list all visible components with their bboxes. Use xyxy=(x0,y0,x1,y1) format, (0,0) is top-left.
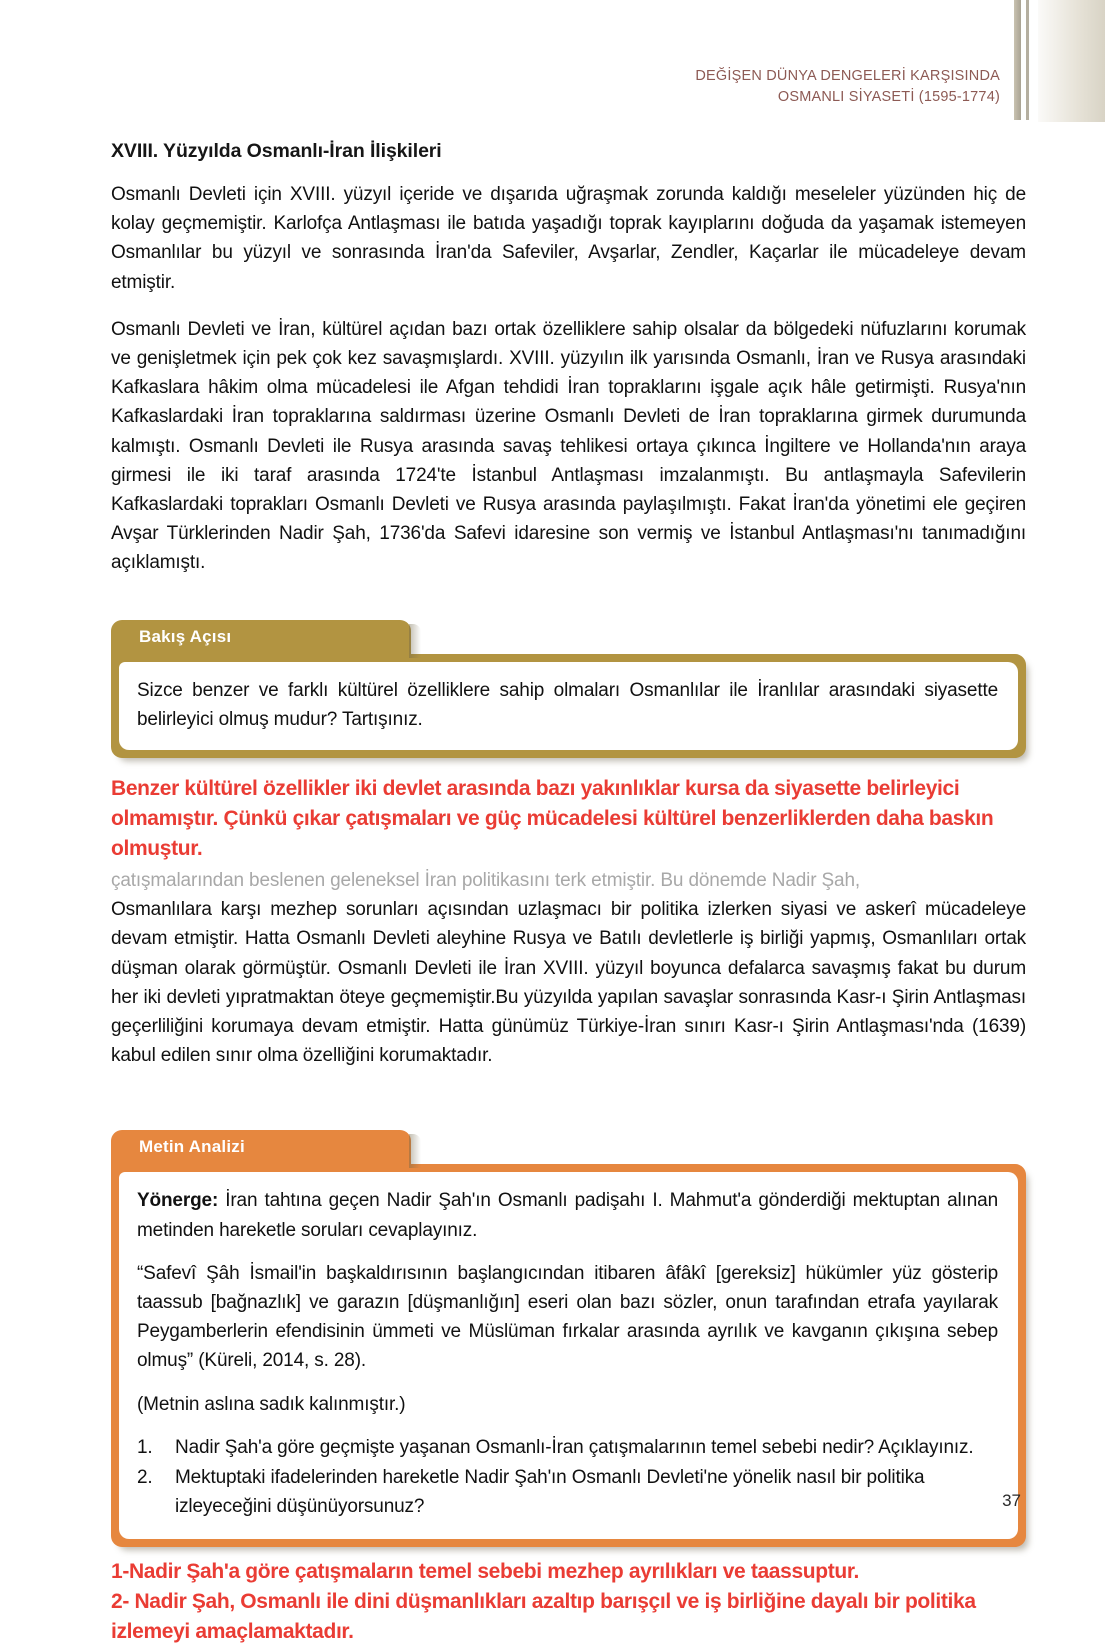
student-answer-1: Benzer kültürel özellikler iki devlet arasında bazı yakınlıklar kursa da siyasette belirleyici olmamıştır. Çünkü çıkar çatışmaları ve güç mücadelesi kültürel benzerliklerden daha baskın olmuştur. xyxy=(111,777,994,861)
metin-analizi-tab: Metin Analizi xyxy=(111,1130,411,1166)
question-list xyxy=(137,1433,998,1522)
question-item: Nadir Şah'a göre geçmişte yaşanan Osmanlı-İran çatışmalarının temel sebebi nedir? Açıklayınız. xyxy=(175,1436,974,1458)
running-header-line1: DEĞİŞEN DÜNYA DENGELERİ KARŞISINDA xyxy=(695,68,1000,84)
quote-source-note: (Metnin aslına sadık kalınmıştır.) xyxy=(137,1393,406,1415)
metin-analizi-callout xyxy=(111,1130,1026,1546)
yonerge-text: İran tahtına geçen Nadir Şah'ın Osmanlı padişahı I. Mahmut'a gönderdiği mektuptan alınan metinden hareketle soruları cevaplayınız. xyxy=(137,1190,998,1241)
student-answer-2 xyxy=(111,1557,1026,1647)
corner-gradient-panel xyxy=(1038,0,1105,122)
bakis-acisi-frame xyxy=(111,654,1026,758)
body-paragraph-3-rest: Osmanlılara karşı mezhep sorunları açısından uzlaşmacı bir politika izlerken siyasi ve askerî mücadeleye devam etmiştir. Hatta Osmanlı Devleti aleyhine Rusya ve Batılı devletlerle iş birliği yapmış, Osmanlıları ortak düşman olarak görmüştür. Osmanlı Devleti ile İran XVIII. yüzyıl boyunca defalarca savaşmış fakat bu durum her iki devleti yıpratmaktan öteye geçmemiştir.Bu yüzyılda yapılan savaşlar sonrasında Kasr-ı Şirin Antlaşması geçerliliğini korumaya devam etmiştir. Hatta günümüz Türkiye-İran sınırı Kasr-ı Şirin Antlaşması'nda (1639) kabul edilen sınır olma özelliğini korumaktadır. xyxy=(111,899,1026,1067)
body-paragraph-3 xyxy=(111,866,1026,1070)
running-header-line2: OSMANLI SİYASETİ (1595-1774) xyxy=(777,89,1000,105)
body-paragraph-2: Osmanlı Devleti ve İran, kültürel açıdan bazı ortak özelliklere sahip olsalar da bölgedeki nüfuzlarını korumak ve genişletmek için pek çok kez savaşmışlardı. XVIII. yüzyılın ilk yarısında Osmanlı, İran ve Rusya arasındaki Kafkaslara hâkim olma mücadelesi ile Afgan tehdidi İran topraklarını işgale açık hâle getirmişti. Rusya'nın Kafkaslardaki İran topraklarına saldırması üzerine Osmanlı Devleti de İran topraklarına girmek durumunda kalmıştı. Osmanlı Devleti ile Rusya arasında savaş tehlikesi ortaya çıkınca İngiltere ve Hollanda'nın araya girmesi ile iki taraf arasında 1724'te İstanbul Antlaşması imzalanmıştı. Bu antlaşmayla Safevilerin Kafkaslardaki toprakları Osmanlı Devleti ve Rusya arasında paylaşılmıştı. Fakat İran'da yönetimi ele geçiren Avşar Türklerinden Nadir Şah, 1736'da Safevi idaresine son vermiş ve İstanbul Antlaşması'nı tanımadığını açıklamıştı. xyxy=(111,318,1026,574)
corner-bar-thick xyxy=(1014,0,1021,120)
page-title: XVIII. Yüzyılda Osmanlı-İran İlişkileri xyxy=(111,140,442,162)
quoted-passage: “Safevî Şâh İsmail'in başkaldırısının başlangıcından itibaren âfâkî [gereksiz] hükümler yüz gösterip taassub [bağnazlık] ve garazın [düşmanlığın] eseri olan bazı sözler, onun tarafından etrafa yayılarak Peygamberlerin efendisinin ümmeti ve Müslüman fırkalar arasında ayrılık ve kavganın çıkışına sebep olmuş” (Küreli, 2014, s. 28). xyxy=(137,1262,998,1372)
bakis-acisi-question: Sizce benzer ve farklı kültürel özelliklere sahip olmaları Osmanlılar ile İranlılar arasındaki siyasette belirleyici olmuş mudur? Tartışınız. xyxy=(137,679,998,730)
page-content xyxy=(111,140,1026,1647)
corner-bar-thin xyxy=(1026,0,1029,120)
page-number: 37 xyxy=(1002,1491,1021,1510)
student-answer-2-line1: 1-Nadir Şah'a göre çatışmaların temel sebebi mezhep ayrılıkları ve taassuptur. xyxy=(111,1559,860,1583)
question-item: Mektuptaki ifadelerinden hareketle Nadir Şah'ın Osmanlı Devleti'ne yönelik nasıl bir politika izleyeceğini düşünüyorsunuz? xyxy=(175,1467,925,1518)
running-header xyxy=(695,66,1000,108)
bakis-acisi-tab: Bakış Açısı xyxy=(111,620,411,656)
metin-analizi-body xyxy=(119,1172,1018,1538)
bakis-acisi-callout xyxy=(111,620,1026,758)
metin-analizi-frame xyxy=(111,1164,1026,1546)
body-paragraph-1: Osmanlı Devleti için XVIII. yüzyıl içeride ve dışarıda uğraşmak zorunda kaldığı meseleler yüzünden hiç de kolay geçmemiştir. Karlofça Antlaşması ile batıda yaşadığı toprak kayıplarını doğuda da yaşamak istemeyen Osmanlılar bu yüzyıl ve sonrasında İran'da Safeviler, Avşarlar, Zendler, Kaçarlar ile mücadeleye devam etmiştir. xyxy=(111,184,1026,293)
body-paragraph-3-cut-line: çatışmalarından beslenen geleneksel İran politikasını terk etmiştir. Bu dönemde Nadir Şah, xyxy=(111,870,861,892)
student-answer-2-line2: 2- Nadir Şah, Osmanlı ile dini düşmanlıkları azaltıp barışçıl ve iş birliğine dayalı bir politika izlemeyi amaçlamaktadır. xyxy=(111,1589,976,1643)
yonerge-label: Yönerge: xyxy=(137,1190,219,1212)
yonerge-paragraph xyxy=(137,1186,998,1244)
page-corner-decoration xyxy=(990,0,1105,128)
bakis-acisi-body xyxy=(119,662,1018,750)
